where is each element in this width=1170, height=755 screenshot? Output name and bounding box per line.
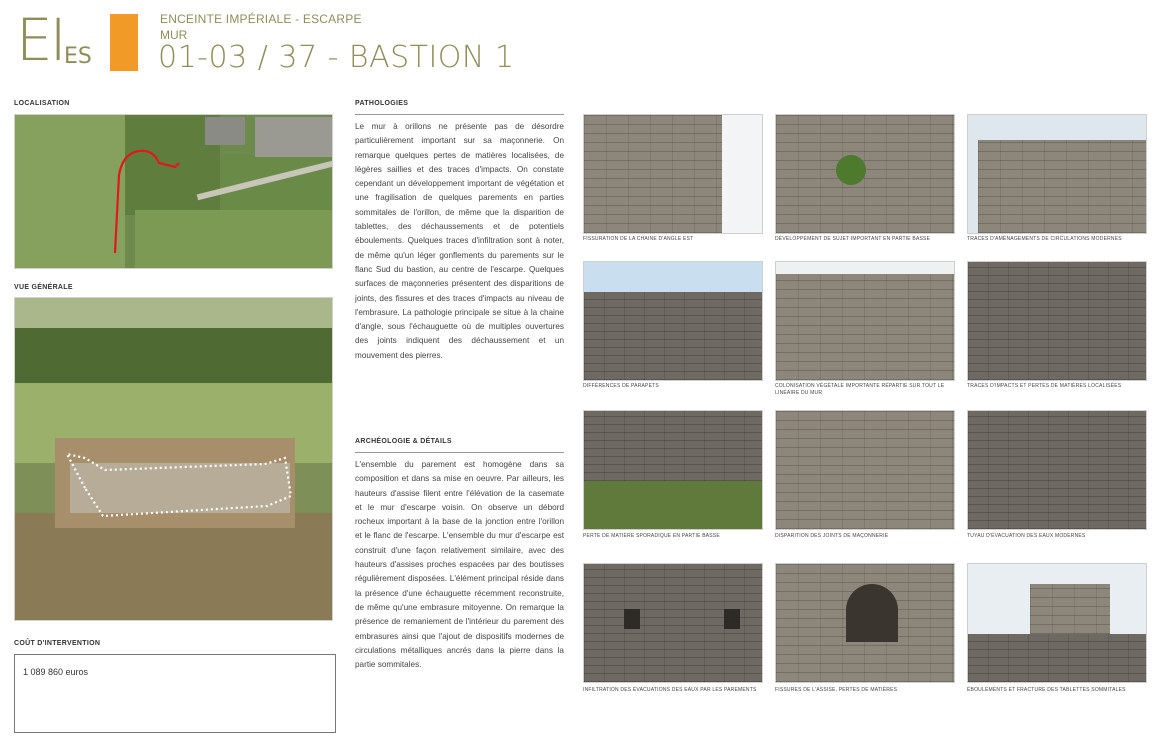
photo-2-caption: DÉVELOPPEMENT DE SUJET IMPORTANT EN PARTIE BASSE xyxy=(775,236,931,242)
localisation-label: LOCALISATION xyxy=(14,100,70,107)
logo-main: EI xyxy=(16,6,64,74)
photo-5 xyxy=(775,261,955,381)
archeologie-text: L'ensemble du parement est homogène dans sa composition et dans sa mise en oeuvre. Par ailleurs, les hauteurs d'assise filent entre l'élévation de la casemate et le mur d'escarpe voisin. On observe un débord rocheux important à la base de la jonction entre l'orillon et le flanc de l'escarpe. L'ensemble du mur d'escarpe est construit d'une façon relativement similaire, avec des hauteurs d'assises proches espacées par des boutisses régulièrement disposées. L'élément principal réside dans la présence d'une échauguette récemment reconstruite, de même qu'une embrasure mitoyenne. On remarque la présence de remaniement de l'intérieur du parement des embrasures ainsi que l'ajout de dispositifs modernes de circulations métalliques ancrés dans la pierre dans la partie sommitales. xyxy=(355,460,564,670)
photo-11-caption: FISSURES DE L'ASSISE, PERTES DE MATIÈRES xyxy=(775,687,898,693)
photo-8 xyxy=(775,410,955,530)
photo-3-caption: TRACES D'AMÉNAGEMENTS DE CIRCULATIONS MODERNES xyxy=(967,236,1122,242)
pathologies-rule xyxy=(355,114,564,115)
cout-label: COÛT D'INTERVENTION xyxy=(14,640,101,647)
archeologie-rule xyxy=(355,452,564,453)
photo-9 xyxy=(967,410,1147,530)
photo-4-caption: DIFFÉRENCES DE PARAPETS xyxy=(583,383,659,389)
photo-8-caption: DISPARITION DES JOINTS DE MAÇONNERIE xyxy=(775,533,889,539)
photo-6-caption: TRACES D'IMPACTS ET PERTES DE MATIÈRES LOCALISÉES xyxy=(967,383,1122,389)
aerial-photo xyxy=(14,297,333,621)
photo-6 xyxy=(967,261,1147,381)
photo-11 xyxy=(775,563,955,683)
cost-value: 1 089 860 euros xyxy=(23,667,89,677)
pathologies-label: PATHOLOGIES xyxy=(355,100,409,107)
header-subtitle: ENCEINTE IMPÉRIALE - ESCARPE xyxy=(160,12,362,26)
vue-generale-label: VUE GÉNÉRALE xyxy=(14,284,73,291)
photo-12-caption: ÉBOULEMENTS ET FRACTURE DES TABLETTES SOMMITALES xyxy=(967,687,1126,693)
photo-7 xyxy=(583,410,763,530)
photo-9-caption: TUYAU D'ÉVACUATION DES EAUX MODERNES xyxy=(967,533,1086,539)
pathologies-text: Le mur à orillons ne présente pas de désordre particulièrement important sur sa maçonnerie. On remarque quelques pertes de matières localisées, de légères saillies et des traces d'impacts. On constate cependant un développement important de végétation et une fragilisation de quelques parements en parties sommitales de l'orillon, de même que la disparition de tablettes, des déchaussements et de potentiels éboulements. Quelques traces d'infiltration sont à noter, de même qu'un léger gonflements du parements sur le flanc Sud du bastion, au centre de l'escarpe. Quelques surfaces de maçonneries présentent des disparitions de joints, des fissures et des traces d'impacts au niveau de l'embrasure. La pathologie principale se situe à la chaine d'angle, sous l'échauguette où de multiples ouvertures des joints indiquent des déchaussement et un mouvement des pierres. xyxy=(355,122,564,360)
location-outline xyxy=(15,115,332,268)
page-title: 01-03 / 37 - BASTION 1 xyxy=(158,40,515,75)
photo-7-caption: PERTE DE MATIÈRE SPORADIQUE EN PARTIE BASSE xyxy=(583,533,720,539)
header-subtitle-2: MUR xyxy=(160,28,188,42)
location-map xyxy=(14,114,333,269)
photo-1-caption: FISSURATION DE LA CHAINE D'ANGLE EST xyxy=(583,236,694,242)
photo-2 xyxy=(775,114,955,234)
photo-5-caption: COLONISATION VÉGÉTALE IMPORTANTE RÉPARTIE SUR TOUT LE LINÉAIRE DU MUR xyxy=(775,383,945,396)
photo-10-caption: INFILTRATION DES ÉVACUATIONS DES EAUX PAR LES PAREMENTS xyxy=(583,687,757,693)
logo-sub: ES xyxy=(64,44,92,69)
photo-12 xyxy=(967,563,1147,683)
photo-4 xyxy=(583,261,763,381)
bastion-outline xyxy=(15,298,332,620)
photo-1 xyxy=(583,114,763,234)
archeologie-label: ARCHÉOLOGIE & DÉTAILS xyxy=(355,438,452,445)
cost-box xyxy=(14,654,336,733)
logo-accent-square xyxy=(110,14,138,71)
photo-10 xyxy=(583,563,763,683)
photo-3 xyxy=(967,114,1147,234)
